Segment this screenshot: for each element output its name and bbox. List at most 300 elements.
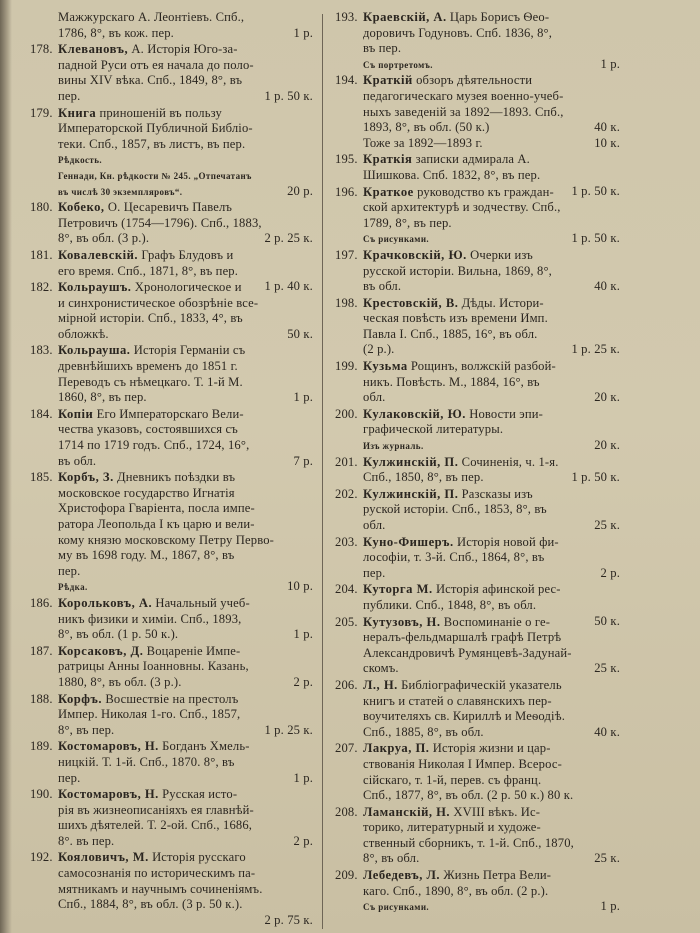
entry-text: Дневникъ поѣздки въ xyxy=(113,470,236,485)
entry-author: Клевановъ, xyxy=(58,42,129,57)
entry-price: 1 р. 25 к. xyxy=(264,722,313,737)
entry-text: 1880, 8°, въ обл. (3 р.). xyxy=(58,674,182,689)
entry-line xyxy=(30,548,313,564)
entry-line xyxy=(30,644,313,660)
entry-number: 182. xyxy=(30,280,53,295)
entry-author: Кольрауша. xyxy=(58,343,131,358)
entry-author: Кояловичъ, М. xyxy=(58,850,149,865)
entry-line xyxy=(30,407,313,423)
entry-price: 25 к. xyxy=(594,661,620,676)
entry-line xyxy=(30,106,313,122)
catalog-entry xyxy=(30,343,313,405)
column-divider xyxy=(322,14,323,929)
entry-line xyxy=(335,646,620,662)
entry-line xyxy=(335,407,620,423)
entry-note: Рѣдка. xyxy=(58,582,88,593)
entry-line xyxy=(30,42,313,58)
entry-line xyxy=(335,57,620,73)
entry-line xyxy=(30,739,313,755)
entry-price: 25 к. xyxy=(594,518,620,532)
entry-line xyxy=(30,296,313,312)
entry-line xyxy=(30,533,313,549)
entry-line xyxy=(30,818,313,834)
catalog-entry xyxy=(335,407,620,454)
entry-text: педагогическаго музея военно-учеб- xyxy=(363,88,564,103)
entry-line xyxy=(30,26,313,42)
entry-price: 1 р. 50 к. xyxy=(264,88,313,103)
entry-price: 1 р. xyxy=(293,25,313,40)
entry-text: обл. xyxy=(363,390,386,405)
entry-author: Книга xyxy=(58,105,97,120)
entry-price: 10 к. xyxy=(594,135,620,150)
entry-number: 193. xyxy=(335,10,358,24)
entry-line xyxy=(30,10,313,26)
entry-text: Александровичѣ Румянцевѣ-Задунай- xyxy=(363,645,572,660)
entry-author: Кольраушъ. xyxy=(58,280,132,295)
entry-text: графической литературы. xyxy=(363,422,504,437)
entry-text: пер. xyxy=(58,563,81,578)
entry-price: 20 к. xyxy=(594,390,620,405)
entry-text: Павла I. Спб., 1885, 16°, въ обл. xyxy=(363,326,538,341)
catalog-entry xyxy=(335,615,620,677)
entry-line xyxy=(335,359,620,375)
entry-text: Восшествіе на престолъ xyxy=(102,691,239,706)
entry-text: Мажжурскаго А. Леонтіевъ. Спб., xyxy=(58,10,245,24)
entry-note: Съ рисунками. xyxy=(363,234,430,245)
catalog-entry xyxy=(335,359,620,406)
entry-line xyxy=(335,41,620,57)
entry-text: Жизнь Петра Вели- xyxy=(440,868,552,883)
entry-text: въ обл. xyxy=(58,453,97,468)
entry-author: Кутузовъ, Н. xyxy=(363,614,441,629)
entry-author: Лакруа, П. xyxy=(363,741,430,756)
entry-line xyxy=(335,327,620,343)
entry-line xyxy=(335,518,620,534)
entry-text: Спб., 1885, 8°, въ обл. xyxy=(363,724,484,739)
entry-text: приношеній въ пользу xyxy=(96,105,222,120)
entry-price: 1 р. xyxy=(600,899,620,914)
entry-line xyxy=(335,661,620,677)
entry-number: 197. xyxy=(335,247,358,262)
entry-price: 40 к. xyxy=(594,724,620,739)
entry-number: 204. xyxy=(335,582,358,597)
entry-line xyxy=(30,627,313,643)
entry-text: ратора Леопольда I къ царю и вели- xyxy=(58,517,255,531)
entry-line xyxy=(30,168,313,184)
entry-text: 1714 по 1719 годъ. Спб., 1724, 16°, xyxy=(58,438,250,453)
entry-line xyxy=(335,773,620,789)
entry-number: 194. xyxy=(335,73,358,88)
entry-price: 2 р. xyxy=(600,565,620,580)
entry-text: Петровичъ (1754—1796). Спб., 1883, xyxy=(58,215,262,230)
entry-line xyxy=(335,264,620,280)
entry-text: 1786, 8°, въ кож. пер. xyxy=(58,25,174,40)
entry-author: Краткое xyxy=(363,184,414,199)
entry-line xyxy=(30,375,313,391)
entry-number: 179. xyxy=(30,105,53,120)
catalog-entry xyxy=(30,739,313,786)
entry-price: 10 р. xyxy=(287,579,313,594)
entry-author: Корбъ, З. xyxy=(58,470,114,485)
entry-author: Корфъ. xyxy=(58,691,103,706)
entry-line xyxy=(30,264,313,280)
entry-line xyxy=(335,502,620,518)
entry-number: 201. xyxy=(335,454,358,469)
entry-author: Кулжинскій, П. xyxy=(363,486,459,501)
entry-text: руской исторіи. Спб., 1853, 8°, въ xyxy=(363,502,547,517)
entry-text: Спб., 1850, 8°, въ пер. xyxy=(363,470,484,485)
entry-price: 50 к. xyxy=(287,326,313,341)
catalog-entry xyxy=(30,470,313,595)
entry-text: торико, литературный и художе- xyxy=(363,820,541,835)
catalog-entry xyxy=(335,535,620,582)
entry-price: 40 к. xyxy=(594,279,620,294)
entry-text: Очерки изъ xyxy=(466,247,533,262)
entry-text: 8°, въ обл. (1 р. 50 к.). xyxy=(58,627,179,642)
entry-text: 8°. въ пер. xyxy=(58,833,115,848)
entry-line xyxy=(30,612,313,628)
entry-text: записки адмирала А. xyxy=(412,152,530,167)
entry-price: 1 р. 50 к. xyxy=(571,183,620,198)
entry-author: Куно-Фишеръ. xyxy=(363,534,454,549)
entry-text: древнѣйшихъ временъ до 1851 г. xyxy=(58,359,238,374)
entry-text: Новости эпи- xyxy=(465,406,543,421)
entry-line xyxy=(335,296,620,312)
entry-text: ственный сборникъ, т. 1-й. Спб., 1870, xyxy=(363,835,574,850)
entry-line xyxy=(30,422,313,438)
entry-text: Рощинъ, волжскій разбой- xyxy=(407,359,556,374)
entry-text: теки. Спб., 1857, въ листъ, въ пер. xyxy=(58,136,246,151)
catalog-entry xyxy=(30,644,313,691)
entry-price: 2 р. 25 к. xyxy=(264,231,313,246)
entry-price: 1 р. 50 к. xyxy=(571,231,620,246)
entry-author: Л., Н. xyxy=(363,677,398,692)
entry-note: въ числѣ 30 экземпляровъ“. xyxy=(58,186,183,197)
entry-author: Ламанскій, Н. xyxy=(363,804,451,819)
entry-line xyxy=(335,550,620,566)
entry-author: Краткія xyxy=(363,152,413,167)
entry-line xyxy=(335,868,620,884)
entry-line xyxy=(30,803,313,819)
entry-line xyxy=(30,787,313,803)
entry-line xyxy=(335,757,620,773)
entry-text: ствованія Николая I Импер. Всерос- xyxy=(363,756,562,771)
entry-line xyxy=(335,105,620,121)
catalog-entry xyxy=(335,868,620,915)
entry-line xyxy=(30,248,313,264)
entry-line xyxy=(30,438,313,454)
entry-text: никъ. Повѣсть. М., 1884, 16°, въ xyxy=(363,374,540,389)
entry-line xyxy=(335,487,620,503)
entry-line xyxy=(30,359,313,375)
entry-price: 2 р. xyxy=(293,674,313,689)
entry-number: 186. xyxy=(30,595,53,610)
entry-text: Исторія Германіи съ xyxy=(130,343,246,358)
entry-line xyxy=(335,836,620,852)
entry-line xyxy=(30,73,313,89)
entry-line xyxy=(335,231,620,247)
entry-text: Сочиненія, ч. 1-я. xyxy=(458,454,559,469)
entry-line xyxy=(335,566,620,582)
catalog-entry xyxy=(335,73,620,151)
entry-text: Графъ Блудовъ и xyxy=(138,247,234,262)
entry-line xyxy=(335,694,620,710)
entry-author: Корсаковъ, Д. xyxy=(58,643,144,658)
entry-line xyxy=(30,184,313,200)
catalog-entry xyxy=(335,10,620,72)
entry-line xyxy=(335,851,620,867)
entry-line xyxy=(335,598,620,614)
entry-text: падной Руси отъ ея начала до поло- xyxy=(58,57,254,72)
entry-line xyxy=(335,630,620,646)
entry-number: 178. xyxy=(30,42,53,57)
entry-number: 188. xyxy=(30,691,53,706)
entry-text: нералъ-фельдмаршалѣ графѣ Петрѣ xyxy=(363,630,562,645)
entry-text: Его Императорскаго Вели- xyxy=(93,406,244,421)
entry-line xyxy=(335,120,620,136)
entry-text: московское государство Игнатія xyxy=(58,485,235,500)
entry-text: ратрицы Анны Іоанновны. Казань, xyxy=(58,659,249,674)
entry-line xyxy=(335,470,620,486)
entry-text: пер. xyxy=(363,565,386,580)
entry-number: 181. xyxy=(30,247,53,262)
entry-line xyxy=(335,390,620,406)
entry-price: 40 к. xyxy=(594,120,620,135)
catalog-entry xyxy=(335,296,620,358)
entry-number: 190. xyxy=(30,787,53,802)
entry-line xyxy=(335,884,620,900)
catalog-entry xyxy=(335,741,620,803)
catalog-entry xyxy=(30,42,313,104)
entry-author: Костомаровъ, Н. xyxy=(58,787,159,802)
entry-line xyxy=(30,723,313,739)
entry-line xyxy=(30,200,313,216)
entry-text: Исторія русскаго xyxy=(148,850,246,865)
entry-line xyxy=(30,882,313,898)
entry-text: Разсказы изъ xyxy=(458,486,533,501)
entry-line xyxy=(335,248,620,264)
entry-text: 8°, въ обл. (3 р.). xyxy=(58,231,150,246)
entry-line xyxy=(30,311,313,327)
entry-line xyxy=(335,725,620,741)
entry-text: Дѣды. Истори- xyxy=(458,295,544,310)
entry-note: Изъ журналь. xyxy=(363,441,424,452)
entry-text: никъ физики и химіи. Спб., 1893, xyxy=(58,611,242,626)
entry-text: му въ 1698 году. М., 1867, 8°, въ xyxy=(58,548,235,563)
entry-number: 195. xyxy=(335,152,358,167)
entry-author: Копіи xyxy=(58,406,94,421)
entry-line xyxy=(335,788,620,804)
entry-text: Спб., 1884, 8°, въ обл. (3 р. 50 к.). xyxy=(58,897,243,912)
entry-line xyxy=(30,771,313,787)
entry-line xyxy=(335,200,620,216)
entry-price: 1 р. 40 к. xyxy=(264,279,313,294)
catalog-entry xyxy=(335,248,620,295)
entry-note: Геннади, Кн. рѣдкости № 245. „Отпечатанъ xyxy=(58,170,252,181)
entry-line xyxy=(30,390,313,406)
catalog-entry xyxy=(30,106,313,200)
entry-line xyxy=(30,579,313,595)
catalog-entry xyxy=(30,200,313,247)
entry-text: чества указовъ, состоявшихся съ xyxy=(58,422,238,437)
entry-price: 1 р. 25 к. xyxy=(571,342,620,357)
entry-text: вины XIV вѣка. Спб., 1849, 8°, въ xyxy=(58,73,243,88)
entry-number: 207. xyxy=(335,741,358,756)
entry-text: пер. xyxy=(58,88,81,103)
entry-price: 1 р. 50 к. xyxy=(571,470,620,485)
entry-text: Исторія афинской рес- xyxy=(432,582,561,597)
entry-line xyxy=(30,327,313,343)
entry-line xyxy=(30,866,313,882)
entry-line xyxy=(335,279,620,295)
entry-line xyxy=(30,470,313,486)
entry-text: ческая повѣсть изъ времени Имп. xyxy=(363,311,548,326)
entry-line xyxy=(30,517,313,533)
entry-number: 183. xyxy=(30,343,53,358)
entry-text: пер. xyxy=(58,770,81,785)
entry-line xyxy=(30,454,313,470)
entry-price: 7 р. xyxy=(293,453,313,468)
entry-line xyxy=(335,342,620,358)
entry-author: Краткій xyxy=(363,73,413,88)
entry-text: Импер. Николая 1-го. Спб., 1857, xyxy=(58,707,241,722)
entry-text: ныхъ заведеній за 1892—1893. Спб., xyxy=(363,104,564,119)
entry-line xyxy=(30,501,313,517)
entry-line xyxy=(335,136,620,152)
page-edge-shadow xyxy=(0,0,12,933)
entry-line xyxy=(30,897,313,913)
entry-line xyxy=(335,168,620,184)
entry-line xyxy=(30,564,313,580)
entry-number: 199. xyxy=(335,359,358,374)
entry-text: въ обл. xyxy=(363,279,402,294)
entry-text: кому князю московскому Петру Перво- xyxy=(58,532,274,547)
entry-text: сійскаго, т. 1-й, перев. съ франц. xyxy=(363,772,542,787)
entry-text: ницкій. Т. 1-й. Спб., 1870. 8°, въ xyxy=(58,754,235,769)
entry-line xyxy=(335,375,620,391)
entry-line xyxy=(335,805,620,821)
entry-line xyxy=(30,850,313,866)
catalog-entry xyxy=(30,10,313,41)
entry-text: О. Цесаревичъ Павелъ xyxy=(104,200,233,215)
entry-text: Воспоминаніе о ге- xyxy=(440,614,551,629)
entry-price: 25 к. xyxy=(594,851,620,866)
entry-line xyxy=(30,343,313,359)
entry-line xyxy=(30,755,313,771)
entry-line xyxy=(335,10,620,26)
left-column xyxy=(30,10,313,928)
entry-text: и синхронистическое обозрѣніе все- xyxy=(58,295,259,310)
entry-text: Воцареніе Импе- xyxy=(143,643,241,658)
entry-line xyxy=(335,73,620,89)
entry-number: 187. xyxy=(30,643,53,658)
catalog-entry xyxy=(335,805,620,867)
entry-text: Тоже за 1892—1893 г. xyxy=(363,135,483,150)
entry-line xyxy=(30,121,313,137)
entry-note: Рѣдкость. xyxy=(58,155,103,166)
entry-text: Шишкова. Спб. 1832, 8°, въ пер. xyxy=(363,167,541,182)
entry-number: 205. xyxy=(335,614,358,629)
entry-line xyxy=(30,152,313,168)
entry-line xyxy=(30,659,313,675)
entry-line xyxy=(30,675,313,691)
entry-price: 1 р. xyxy=(600,56,620,71)
entry-line xyxy=(30,486,313,502)
entry-price: 2 р. xyxy=(293,833,313,848)
entry-line xyxy=(30,596,313,612)
entry-text: мятникамъ и научнымъ сочиненіямъ. xyxy=(58,881,263,896)
entry-text: публики. Спб., 1848, 8°, въ обл. xyxy=(363,597,537,612)
entry-line xyxy=(335,422,620,438)
entry-line xyxy=(335,899,620,915)
entry-text: воучителяхъ св. Кириллѣ и Меѳодіѣ. xyxy=(363,709,565,724)
entry-text: обзоръ дѣятельности xyxy=(412,73,533,88)
entry-text: мірной исторіи. Спб., 1833, 4°, въ xyxy=(58,311,243,326)
entry-text: Библіографическій указатель xyxy=(397,677,562,692)
entry-text: скомъ. xyxy=(363,661,399,676)
entry-line xyxy=(30,231,313,247)
entry-number: 203. xyxy=(335,534,358,549)
entry-text: Начальный учеб- xyxy=(152,595,250,610)
entry-line xyxy=(30,58,313,74)
entry-author: Кулжинскій, П. xyxy=(363,454,459,469)
entry-note: Съ рисунками. xyxy=(363,902,430,913)
entry-text: Спб., 1877, 8°, въ обл. (2 р. 50 к.) 80 к. xyxy=(363,788,574,803)
entry-text: Русская исто- xyxy=(158,787,238,802)
entry-author: Костомаровъ, Н. xyxy=(58,739,159,754)
entry-line xyxy=(335,152,620,168)
entry-text: книгъ и статей о славянскихъ пер- xyxy=(363,693,552,708)
entry-text: Богданъ Хмель- xyxy=(158,739,250,754)
entry-number: 202. xyxy=(335,486,358,501)
entry-price: 2 р. 75 к. xyxy=(264,912,313,927)
entry-text: доровичъ Годуновъ. Спб. 1836, 8°, xyxy=(363,25,553,40)
entry-author: Кулаковскій, Ю. xyxy=(363,406,466,421)
entry-text: 8°, въ пер. xyxy=(58,722,115,737)
entry-line xyxy=(335,89,620,105)
entry-text: 1789, 8°, въ пер. xyxy=(363,215,452,230)
entry-text: Христофора Гваріента, посла импе- xyxy=(58,501,255,516)
entry-line xyxy=(335,311,620,327)
entry-number: 180. xyxy=(30,200,53,215)
entry-line xyxy=(335,216,620,232)
entry-author: Корольковъ, А. xyxy=(58,595,153,610)
entry-line xyxy=(335,615,620,631)
entry-author: Крачковскій, Ю. xyxy=(363,247,467,262)
entry-line xyxy=(30,137,313,153)
entry-author: Лебедевъ, Л. xyxy=(363,868,441,883)
entry-number: 196. xyxy=(335,184,358,199)
catalog-entry xyxy=(30,407,313,469)
entry-price: 1 р. xyxy=(293,390,313,405)
entry-line xyxy=(335,455,620,471)
entry-author: Краевскій, А. xyxy=(363,10,447,24)
entry-number: 209. xyxy=(335,868,358,883)
entry-text: 8°, въ обл. xyxy=(363,851,420,866)
catalog-entry xyxy=(30,692,313,739)
entry-text: его время. Спб., 1871, 8°, въ пер. xyxy=(58,263,239,278)
entry-line xyxy=(30,834,313,850)
entry-number: 198. xyxy=(335,295,358,310)
entry-text: Хронологическое и xyxy=(131,280,242,295)
entry-price: 20 к. xyxy=(594,438,620,453)
catalog-entry xyxy=(335,455,620,486)
entry-line xyxy=(30,89,313,105)
entry-line xyxy=(335,741,620,757)
entry-text: шихъ дѣятелей. Т. 2-ой. Спб., 1686, xyxy=(58,818,253,833)
entry-line xyxy=(335,26,620,42)
entry-line xyxy=(335,709,620,725)
